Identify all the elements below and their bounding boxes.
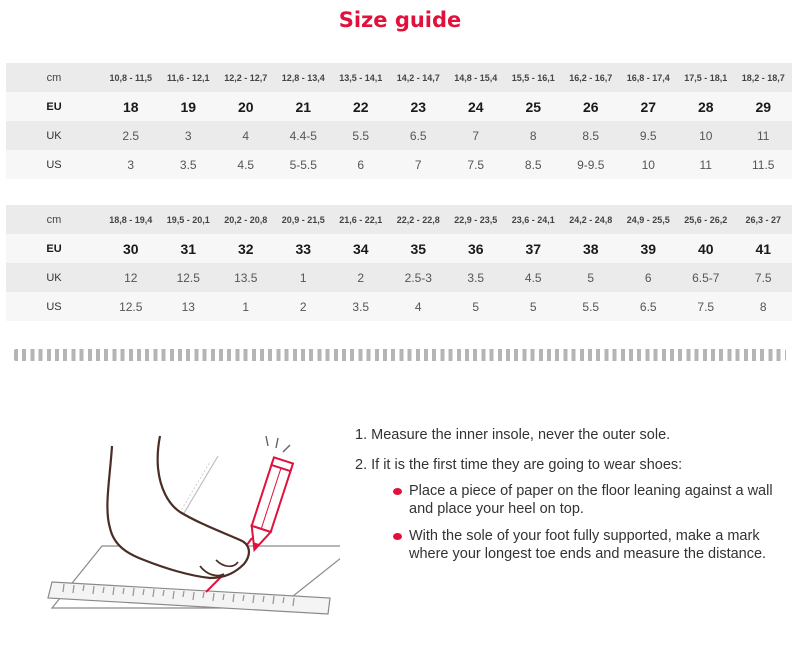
table-cell: 32 [217,234,275,263]
table-cell: 20,9 - 21,5 [275,205,333,234]
table-cell: 7.5 [735,263,793,292]
table-cell: 24,2 - 24,8 [562,205,620,234]
table-cell: 6 [620,263,678,292]
table-cell: 24,9 - 25,5 [620,205,678,234]
table-row [6,205,792,234]
table-cell: 37 [505,234,563,263]
table-row [6,150,792,179]
table-cell: 5 [447,292,505,321]
table-cell: 2 [275,292,333,321]
table-cell: 23 [390,92,448,121]
table-cell: 3.5 [447,263,505,292]
table-cell: 16,8 - 17,4 [620,63,678,92]
table-cell: 18 [102,92,160,121]
table-cell: 14,8 - 15,4 [447,63,505,92]
bullet-dot-icon [393,533,402,540]
table-cell: 33 [275,234,333,263]
table-cell: 34 [332,234,390,263]
instructions [355,426,795,572]
table-cell: 9.5 [620,121,678,150]
table-cell: 9-9.5 [562,150,620,179]
table-cell: 13 [160,292,218,321]
bullet-dot-icon [393,488,402,495]
dashed-divider [14,349,786,361]
table-cell: 26 [562,92,620,121]
table-row [6,63,792,92]
table-cell: 8.5 [505,150,563,179]
table-cell: 15,5 - 16,1 [505,63,563,92]
table-cell: 4 [390,292,448,321]
table-cell: 5 [505,292,563,321]
foot-measuring-icon [40,428,340,628]
table-cell: 12,8 - 13,4 [275,63,333,92]
table-cell: 12.5 [102,292,160,321]
table-cell: 18,8 - 19,4 [102,205,160,234]
table-cell: 10 [677,121,735,150]
table-cell: 5.5 [332,121,390,150]
table-cell: 22 [332,92,390,121]
table-cell: 13.5 [217,263,275,292]
table-cell: 2.5-3 [390,263,448,292]
table-cell: 10 [620,150,678,179]
table-cell: 23,6 - 24,1 [505,205,563,234]
table-cell: 20 [217,92,275,121]
table-cell: 14,2 - 14,7 [390,63,448,92]
table-cell: 3.5 [160,150,218,179]
table-cell: 22,9 - 23,5 [447,205,505,234]
table-cell: 11 [677,150,735,179]
table-cell: 40 [677,234,735,263]
table-cell: 4.5 [505,263,563,292]
table-cell: 7.5 [447,150,505,179]
table-cell: 7 [447,121,505,150]
table-cell: 24 [447,92,505,121]
table-cell: 5 [562,263,620,292]
table-cell: 1 [275,263,333,292]
table-cell: 19 [160,92,218,121]
table-cell: 22,2 - 22,8 [390,205,448,234]
row-label: cm [6,205,102,234]
table-row [6,263,792,292]
row-label: UK [6,121,102,150]
table-cell: 3.5 [332,292,390,321]
row-label: UK [6,263,102,292]
instruction-step-2: 2. If it is the first time they are going to wear shoes: [355,457,683,473]
table-cell: 13,5 - 14,1 [332,63,390,92]
table-cell: 11,6 - 12,1 [160,63,218,92]
table-row [6,234,792,263]
table-cell: 26,3 - 27 [735,205,793,234]
table-cell: 38 [562,234,620,263]
table-cell: 18,2 - 18,7 [735,63,793,92]
table-cell: 11 [735,121,793,150]
table-cell: 29 [735,92,793,121]
row-label: US [6,150,102,179]
table-cell: 31 [160,234,218,263]
table-cell: 2 [332,263,390,292]
table-row [6,292,792,321]
table-row [6,92,792,121]
table-cell: 12,2 - 12,7 [217,63,275,92]
size-table [6,205,792,321]
table-row [6,121,792,150]
size-table [6,63,792,179]
table-cell: 6.5 [620,292,678,321]
row-label: EU [6,92,102,121]
row-label: EU [6,234,102,263]
table-cell: 36 [447,234,505,263]
instruction-bullet [355,527,795,563]
table-cell: 28 [677,92,735,121]
table-cell: 6.5 [390,121,448,150]
row-label: cm [6,63,102,92]
page-title: Size guide [338,8,462,32]
table-cell: 21,6 - 22,1 [332,205,390,234]
table-cell: 1 [217,292,275,321]
table-cell: 4.4-5 [275,121,333,150]
table-cell: 4 [217,121,275,150]
table-cell: 35 [390,234,448,263]
table-cell: 30 [102,234,160,263]
table-cell: 20,2 - 20,8 [217,205,275,234]
table-cell: 4.5 [217,150,275,179]
table-cell: 21 [275,92,333,121]
bullet-text: Place a piece of paper on the floor leaning against a wall and place your heel on top. [409,483,773,517]
table-cell: 8 [505,121,563,150]
table-cell: 3 [102,150,160,179]
table-cell: 16,2 - 16,7 [562,63,620,92]
instruction-bullet [355,482,795,518]
table-cell: 12.5 [160,263,218,292]
instruction-step-1: 1. Measure the inner insole, never the outer sole. [355,427,671,443]
table-cell: 2.5 [102,121,160,150]
table-cell: 17,5 - 18,1 [677,63,735,92]
table-cell: 6 [332,150,390,179]
table-cell: 7.5 [677,292,735,321]
table-cell: 25 [505,92,563,121]
table-cell: 3 [160,121,218,150]
table-cell: 6.5-7 [677,263,735,292]
table-cell: 7 [390,150,448,179]
table-cell: 5-5.5 [275,150,333,179]
bullet-text: With the sole of your foot fully supported, make a mark where your longest toe ends and measure the distance. [409,528,767,562]
table-cell: 25,6 - 26,2 [677,205,735,234]
table-cell: 27 [620,92,678,121]
table-cell: 11.5 [735,150,793,179]
table-cell: 8.5 [562,121,620,150]
table-cell: 19,5 - 20,1 [160,205,218,234]
table-cell: 10,8 - 11,5 [102,63,160,92]
row-label: US [6,292,102,321]
table-cell: 39 [620,234,678,263]
table-cell: 12 [102,263,160,292]
table-cell: 8 [735,292,793,321]
table-cell: 5.5 [562,292,620,321]
table-cell: 41 [735,234,793,263]
